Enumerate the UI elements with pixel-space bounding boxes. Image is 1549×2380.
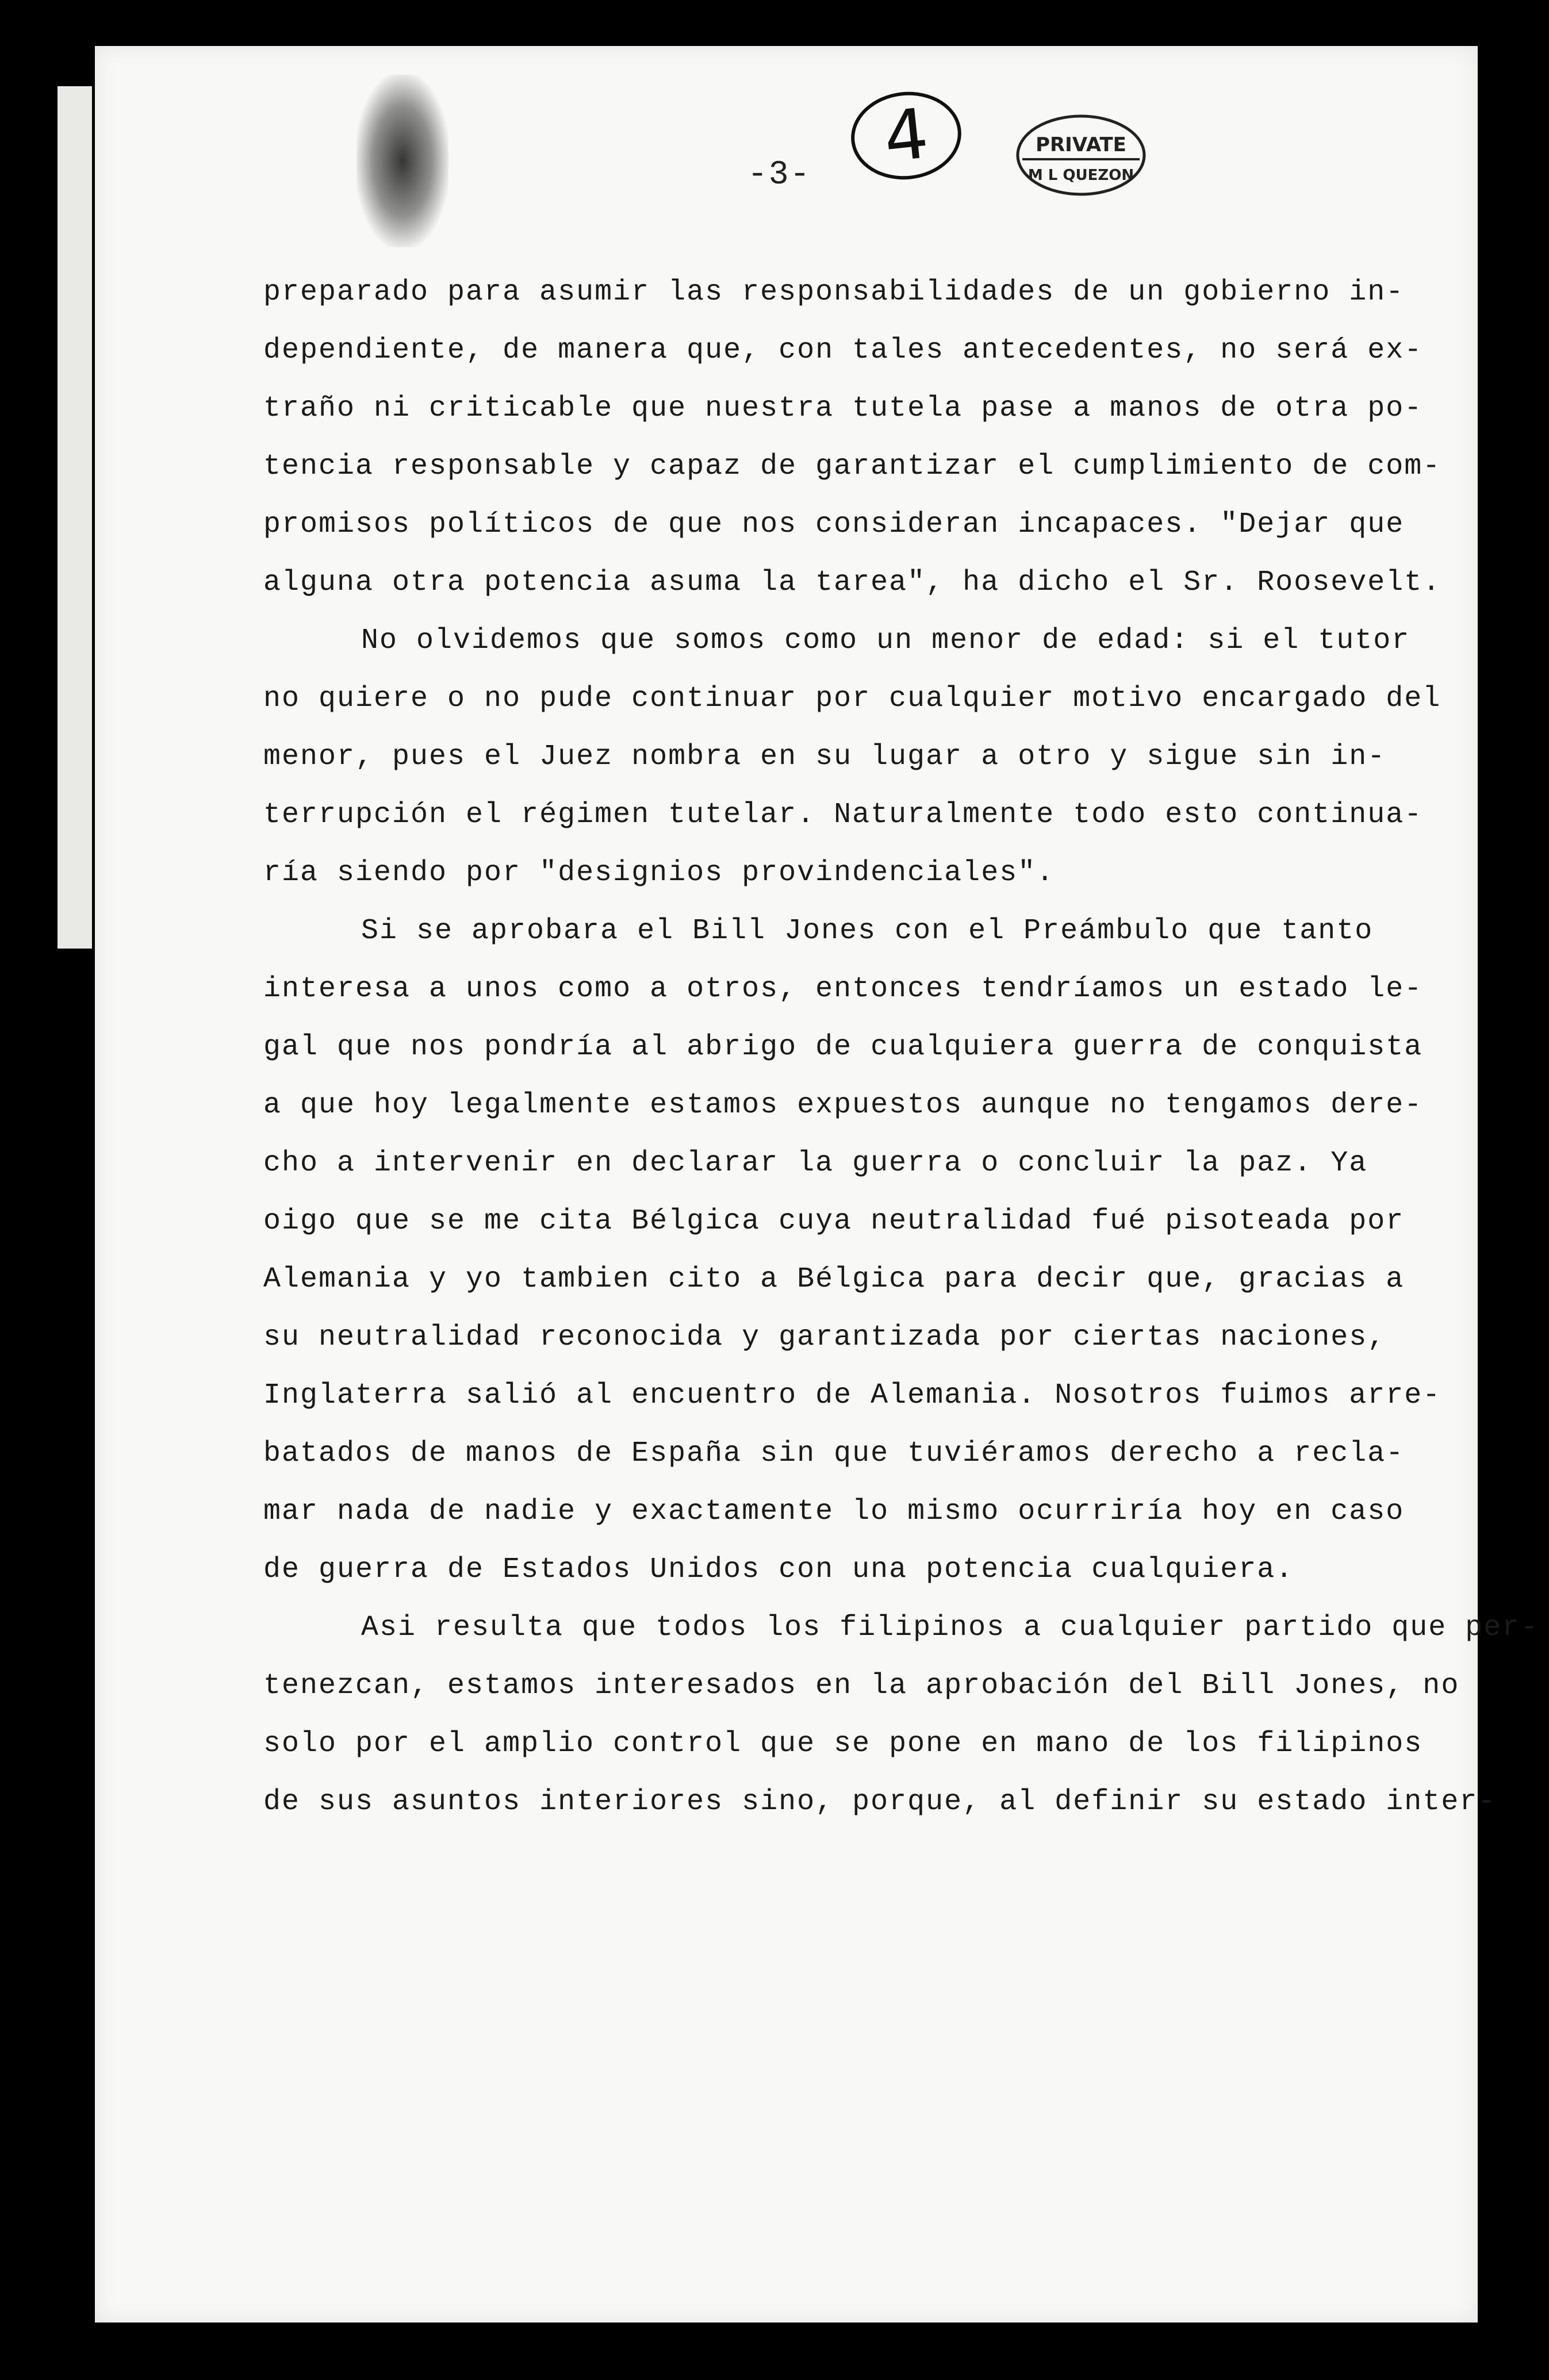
text-line: batados de manos de España sin que tuviéramos derecho a recla- [263, 1437, 1405, 1470]
text-line: de sus asuntos interiores sino, porque, al definir su estado inter- [263, 1786, 1497, 1818]
text-line: ría siendo por "designios provindenciales". [263, 857, 1055, 889]
left-paper-edge [57, 86, 92, 949]
text-line: no quiere o no pude continuar por cualquier motivo encargado del [263, 682, 1441, 715]
text-line: de guerra de Estados Unidos con una potencia cualquiera. [263, 1553, 1294, 1586]
ink-smudge [356, 75, 448, 247]
text-line: solo por el amplio control que se pone en mano de los filipinos [263, 1728, 1423, 1760]
private-stamp [1012, 112, 1150, 198]
text-line: promisos políticos de que nos consideran incapaces. "Dejar que [263, 508, 1405, 541]
paragraph-start-line: Si se aprobara el Bill Jones con el Preámbulo que tanto [361, 915, 1374, 947]
text-line: gal que nos pondría al abrigo de cualquiera guerra de conquista [263, 1031, 1423, 1064]
text-line: tencia responsable y capaz de garantizar el cumplimiento de com- [263, 450, 1441, 483]
text-line: Alemania y yo tambien cito a Bélgica para decir que, gracias a [263, 1263, 1405, 1296]
text-line: oigo que se me cita Bélgica cuya neutralidad fué pisoteada por [263, 1205, 1405, 1238]
page-number: -3- [747, 156, 811, 194]
text-line: mar nada de nadie y exactamente lo mismo ocurriría hoy en caso [263, 1495, 1405, 1528]
body-text [263, 263, 1539, 1831]
text-line: alguna otra potencia asuma la tarea", ha dicho el Sr. Roosevelt. [263, 566, 1441, 599]
text-line: preparado para asumir las responsabilidades de un gobierno in- [263, 276, 1405, 309]
text-line: terrupción el régimen tutelar. Naturalmente todo esto continua- [263, 799, 1423, 831]
paragraph-start-line: No olvidemos que somos como un menor de edad: si el tutor [361, 624, 1410, 657]
text-line: Inglaterra salió al encuentro de Alemania. Nosotros fuimos arre- [263, 1379, 1441, 1412]
text-line: dependiente, de manera que, con tales antecedentes, no será ex- [263, 334, 1423, 367]
text-line: interesa a unos como a otros, entonces tendríamos un estado le- [263, 973, 1423, 1005]
text-line: tenezcan, estamos interesados en la aprobación del Bill Jones, no [263, 1669, 1460, 1702]
text-line: a que hoy legalmente estamos expuestos aunque no tengamos dere- [263, 1089, 1423, 1122]
circled-number-text: 4 [880, 93, 933, 178]
text-line: menor, pues el Juez nombra en su lugar a otro y sigue sin in- [263, 740, 1386, 773]
stamp-bottom-text: M L QUEZON [1027, 167, 1134, 184]
text-line: cho a intervenir en declarar la guerra o concluir la paz. Ya [263, 1147, 1368, 1180]
text-line: traño ni criticable que nuestra tutela pase a manos de otra po- [263, 392, 1423, 425]
paragraph-start-line: Asi resulta que todos los filipinos a cualquier partido que per- [361, 1611, 1539, 1644]
stamp-top-text: PRIVATE [1036, 133, 1126, 156]
text-line: su neutralidad reconocida y garantizada por ciertas naciones, [263, 1321, 1386, 1354]
